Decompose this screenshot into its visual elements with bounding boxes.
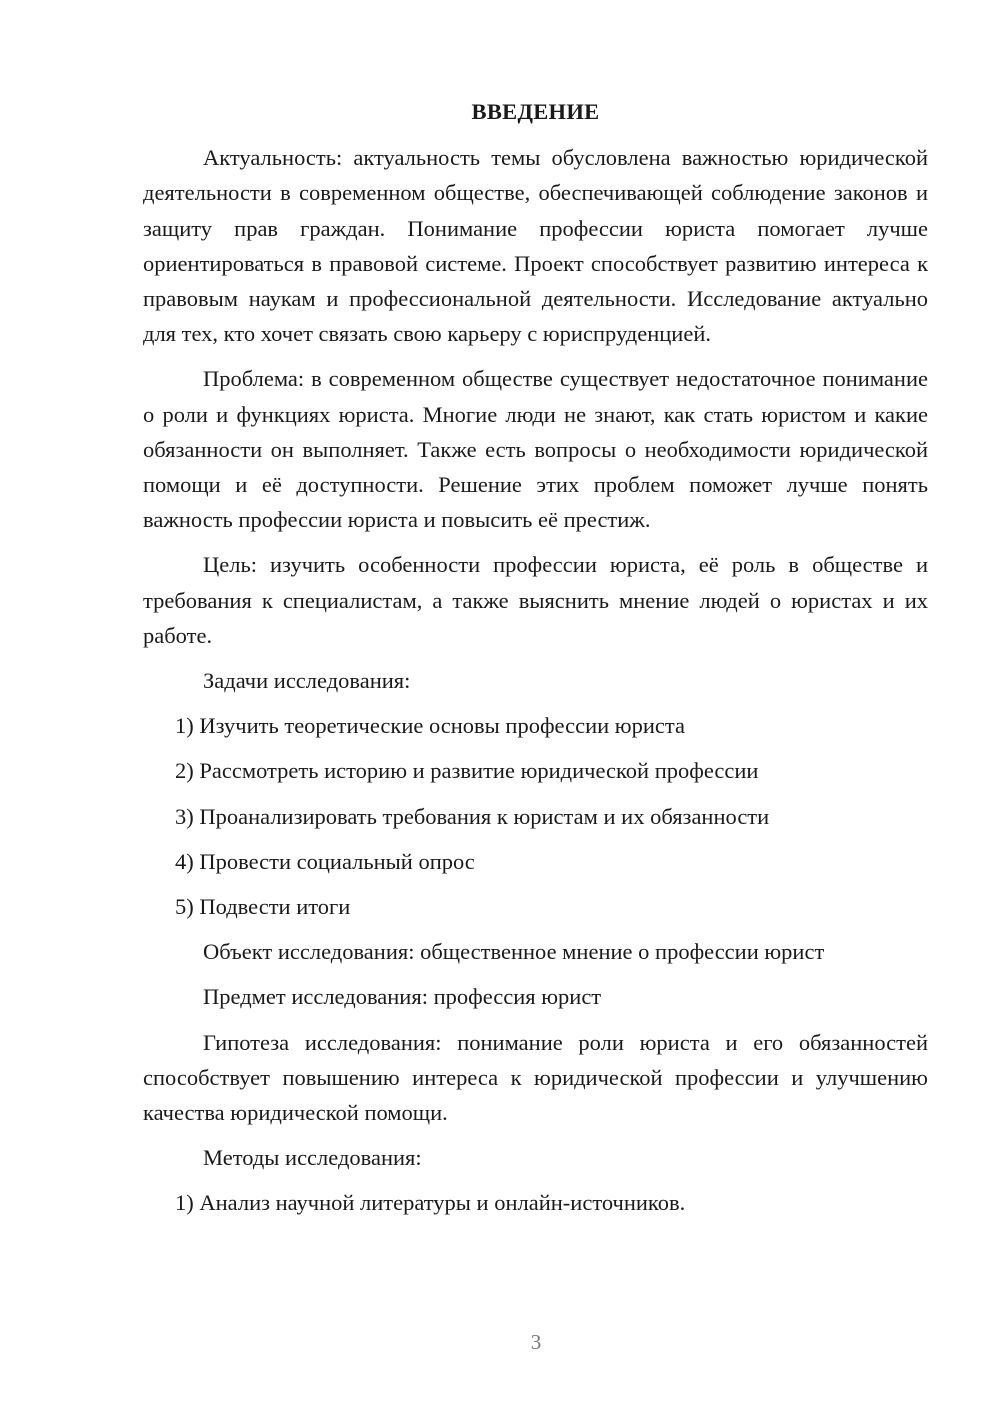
document-page — [143, 94, 928, 1231]
methods-list — [143, 1185, 928, 1220]
list-item: 4) Провести социальный опрос — [175, 848, 475, 874]
list-item: 3) Проанализировать требования к юристам и их обязанности — [175, 803, 770, 829]
list-item: 1) Изучить теоретические основы профессии юриста — [175, 713, 685, 739]
list-item: 2) Рассмотреть историю и развитие юридической профессии — [175, 758, 759, 784]
relevance-paragraph: Актуальность: актуальность темы обусловлена важностью юридической деятельности в современном обществе, обеспечивающей соблюдение законов и защиту прав граждан. Понимание профессии юриста помогает лучше ориентироваться в правовой системе. Проект способствует развитию интереса к правовым наукам и профессиональной деятельности. Исследование актуально для тех, кто хочет связать свою карьеру с юриспруденцией. — [143, 145, 928, 347]
object-paragraph: Объект исследования: общественное мнение о профессии юрист — [203, 939, 825, 965]
list-item: 1) Анализ научной литературы и онлайн-источников. — [175, 1190, 686, 1216]
methods-heading: Методы исследования: — [203, 1145, 422, 1171]
hypothesis-paragraph: Гипотеза исследования: понимание роли юриста и его обязанностей способствует повышению интереса к юридической профессии и улучшению качества юридической помощи. — [143, 1029, 928, 1126]
tasks-heading: Задачи исследования: — [203, 668, 411, 694]
tasks-list — [143, 708, 928, 924]
list-item: 5) Подвести итоги — [175, 894, 351, 920]
page-number: 3 — [530, 1330, 542, 1354]
problem-paragraph: Проблема: в современном обществе существует недостаточное понимание о роли и функциях юриста. Многие люди не знают, как стать юристом и какие обязанности он выполняет. Также есть вопросы о необходимости юридической помощи и её доступности. Решение этих проблем поможет лучше понять важность профессии юриста и повысить её престиж. — [143, 366, 928, 533]
goal-paragraph: Цель: изучить особенности профессии юриста, её роль в обществе и требования к специалистам, а также выяснить мнение людей о юристах и их работе. — [143, 552, 928, 648]
page-title: ВВЕДЕНИЕ — [471, 99, 600, 124]
subject-paragraph: Предмет исследования: профессия юрист — [203, 984, 602, 1010]
